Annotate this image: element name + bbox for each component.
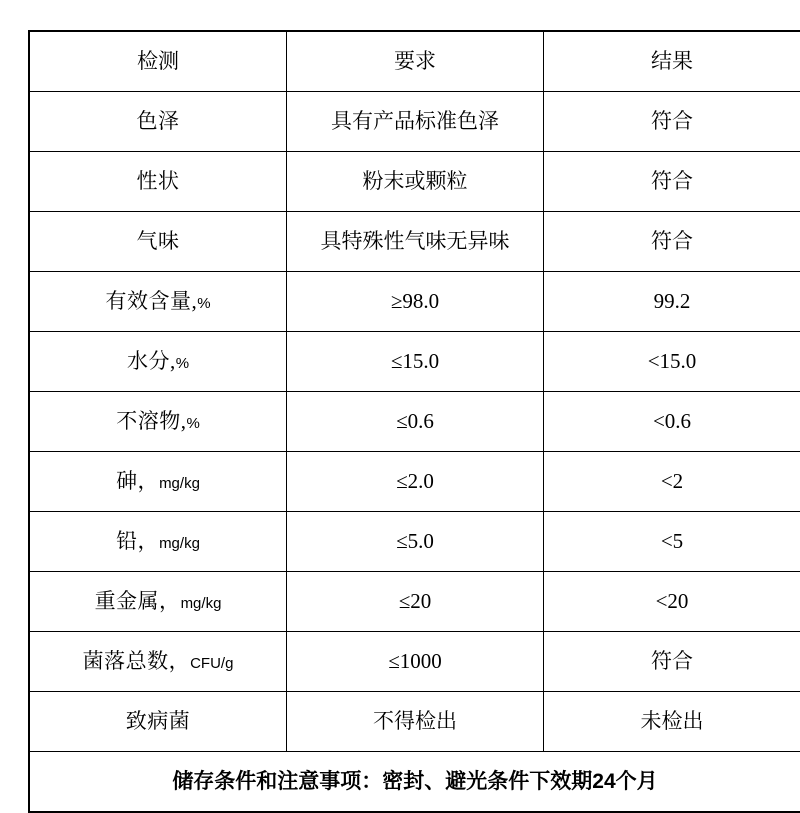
row-item-unit: %	[186, 415, 199, 432]
row-item-label: 菌落总数，	[83, 649, 191, 673]
row-requirement: ≥98.0	[287, 272, 544, 332]
row-requirement: 不得检出	[287, 692, 544, 752]
row-item	[29, 92, 287, 152]
row-requirement: ≤1000	[287, 632, 544, 692]
row-item	[29, 512, 287, 572]
row-result: 符合	[544, 92, 800, 152]
row-result: 符合	[544, 632, 800, 692]
row-requirement: 具有产品标准色泽	[287, 92, 544, 152]
row-item-label: 致病菌	[126, 709, 191, 733]
row-item-unit: mg/kg	[159, 475, 200, 492]
row-requirement: ≤2.0	[287, 452, 544, 512]
row-result: <5	[544, 512, 800, 572]
spec-table-container	[28, 30, 772, 813]
row-result: <20	[544, 572, 800, 632]
row-result: <2	[544, 452, 800, 512]
row-requirement: 粉末或颗粒	[287, 152, 544, 212]
specification-table	[28, 30, 800, 813]
row-item	[29, 212, 287, 272]
column-header-result: 结果	[544, 31, 800, 92]
table-body	[29, 31, 800, 812]
row-item-label: 重金属，	[95, 589, 181, 613]
table-footer-row	[29, 752, 800, 813]
row-item-label: 砷，	[116, 469, 159, 493]
column-header-item: 检测	[29, 31, 287, 92]
row-item-label: 不溶物,	[116, 409, 186, 433]
row-requirement: ≤15.0	[287, 332, 544, 392]
row-item	[29, 452, 287, 512]
row-result: 符合	[544, 152, 800, 212]
table-row	[29, 572, 800, 632]
table-row	[29, 152, 800, 212]
row-item-unit: mg/kg	[159, 535, 200, 552]
row-item-unit: %	[176, 355, 189, 372]
row-item-label: 色泽	[137, 109, 180, 133]
table-row	[29, 272, 800, 332]
row-result: 符合	[544, 212, 800, 272]
row-item-unit: %	[197, 295, 210, 312]
row-requirement: 具特殊性气味无异味	[287, 212, 544, 272]
column-header-requirement: 要求	[287, 31, 544, 92]
row-item	[29, 632, 287, 692]
table-row	[29, 512, 800, 572]
row-result: <15.0	[544, 332, 800, 392]
table-row	[29, 212, 800, 272]
row-item	[29, 332, 287, 392]
row-result: 99.2	[544, 272, 800, 332]
table-row	[29, 92, 800, 152]
row-result: 未检出	[544, 692, 800, 752]
row-item-unit: mg/kg	[181, 595, 222, 612]
table-row	[29, 392, 800, 452]
row-result: <0.6	[544, 392, 800, 452]
row-item-unit: CFU/g	[190, 655, 233, 672]
row-item	[29, 692, 287, 752]
storage-note: 储存条件和注意事项：密封、避光条件下效期24个月	[29, 752, 800, 813]
table-header-row	[29, 31, 800, 92]
row-item-label: 气味	[137, 229, 180, 253]
row-item-label: 性状	[137, 169, 180, 193]
table-row	[29, 332, 800, 392]
row-item	[29, 152, 287, 212]
row-item-label: 有效含量,	[105, 289, 197, 313]
row-item	[29, 272, 287, 332]
row-requirement: ≤0.6	[287, 392, 544, 452]
table-row	[29, 452, 800, 512]
table-row	[29, 692, 800, 752]
row-item	[29, 572, 287, 632]
row-item-label: 水分,	[127, 349, 176, 373]
row-item-label: 铅，	[116, 529, 159, 553]
row-requirement: ≤5.0	[287, 512, 544, 572]
row-requirement: ≤20	[287, 572, 544, 632]
table-row	[29, 632, 800, 692]
row-item	[29, 392, 287, 452]
